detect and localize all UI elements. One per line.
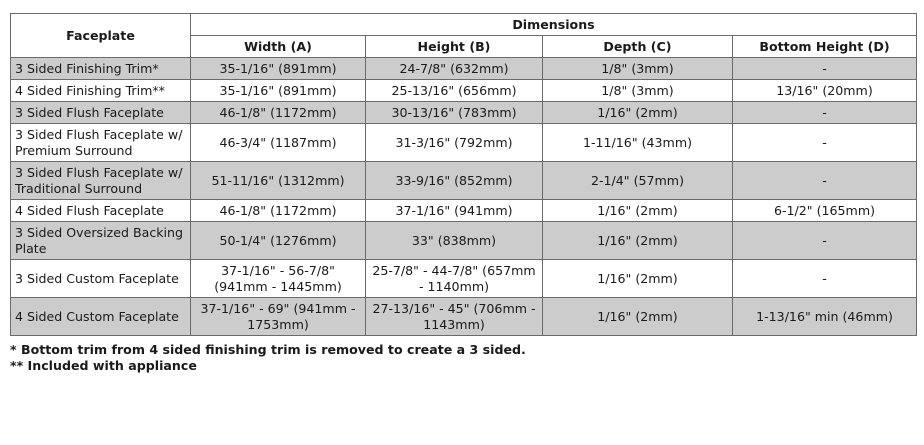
faceplate-name-cell: 4 Sided Finishing Trim**: [11, 80, 191, 102]
depth-cell: 1/16" (2mm): [543, 260, 733, 298]
width-cell: 35-1/16" (891mm): [191, 58, 366, 80]
width-cell: 37-1/16" - 56-7/8" (941mm - 1445mm): [191, 260, 366, 298]
height-cell: 30-13/16" (783mm): [366, 102, 543, 124]
width-cell: 46-1/8" (1172mm): [191, 102, 366, 124]
header-row-group: [11, 14, 917, 36]
table-row: [11, 80, 917, 102]
height-cell: 31-3/16" (792mm): [366, 124, 543, 162]
faceplate-name-cell: 3 Sided Flush Faceplate w/ Premium Surround: [11, 124, 191, 162]
table-row: [11, 124, 917, 162]
faceplate-column-header: Faceplate: [11, 14, 191, 58]
table-row: [11, 200, 917, 222]
width-column-header: Width (A): [191, 36, 366, 58]
width-cell: 51-11/16" (1312mm): [191, 162, 366, 200]
bottom-height-cell: -: [733, 124, 917, 162]
height-cell: 37-1/16" (941mm): [366, 200, 543, 222]
bottom-height-cell: -: [733, 260, 917, 298]
depth-cell: 1/8" (3mm): [543, 58, 733, 80]
table-row: [11, 222, 917, 260]
faceplate-name-cell: 3 Sided Flush Faceplate: [11, 102, 191, 124]
bottom-height-cell: 1-13/16" min (46mm): [733, 298, 917, 336]
width-cell: 35-1/16" (891mm): [191, 80, 366, 102]
bottom-height-cell: 6-1/2" (165mm): [733, 200, 917, 222]
depth-cell: 1-11/16" (43mm): [543, 124, 733, 162]
faceplate-name-cell: 3 Sided Oversized Backing Plate: [11, 222, 191, 260]
depth-cell: 2-1/4" (57mm): [543, 162, 733, 200]
height-cell: 27-13/16" - 45" (706mm - 1143mm): [366, 298, 543, 336]
width-cell: 46-3/4" (1187mm): [191, 124, 366, 162]
width-cell: 46-1/8" (1172mm): [191, 200, 366, 222]
depth-cell: 1/8" (3mm): [543, 80, 733, 102]
faceplate-name-cell: 3 Sided Flush Faceplate w/ Traditional Surround: [11, 162, 191, 200]
depth-cell: 1/16" (2mm): [543, 222, 733, 260]
table-row: [11, 162, 917, 200]
height-cell: 24-7/8" (632mm): [366, 58, 543, 80]
table-row: [11, 260, 917, 298]
table-row: [11, 102, 917, 124]
footnote-finishing-trim: * Bottom trim from 4 sided finishing trim is removed to create a 3 sided.: [10, 342, 526, 357]
bottom-height-cell: -: [733, 222, 917, 260]
footnote-included: ** Included with appliance: [10, 358, 197, 373]
depth-column-header: Depth (C): [543, 36, 733, 58]
width-cell: 50-1/4" (1276mm): [191, 222, 366, 260]
table-row: [11, 58, 917, 80]
height-cell: 33" (838mm): [366, 222, 543, 260]
bottom-height-cell: -: [733, 162, 917, 200]
depth-cell: 1/16" (2mm): [543, 298, 733, 336]
faceplate-name-cell: 3 Sided Custom Faceplate: [11, 260, 191, 298]
height-cell: 25-7/8" - 44-7/8" (657mm - 1140mm): [366, 260, 543, 298]
height-column-header: Height (B): [366, 36, 543, 58]
depth-cell: 1/16" (2mm): [543, 102, 733, 124]
depth-cell: 1/16" (2mm): [543, 200, 733, 222]
width-cell: 37-1/16" - 69" (941mm - 1753mm): [191, 298, 366, 336]
bottom-height-cell: 13/16" (20mm): [733, 80, 917, 102]
bottom-height-cell: -: [733, 58, 917, 80]
faceplate-name-cell: 4 Sided Custom Faceplate: [11, 298, 191, 336]
table-row: [11, 298, 917, 336]
bottom-height-column-header: Bottom Height (D): [733, 36, 917, 58]
dimensions-group-header: Dimensions: [191, 14, 917, 36]
height-cell: 25-13/16" (656mm): [366, 80, 543, 102]
faceplate-name-cell: 3 Sided Finishing Trim*: [11, 58, 191, 80]
faceplate-dimensions-table: [10, 13, 917, 336]
dimensions-table-container: [10, 13, 916, 374]
bottom-height-cell: -: [733, 102, 917, 124]
height-cell: 33-9/16" (852mm): [366, 162, 543, 200]
faceplate-name-cell: 4 Sided Flush Faceplate: [11, 200, 191, 222]
footnotes: [10, 342, 916, 374]
